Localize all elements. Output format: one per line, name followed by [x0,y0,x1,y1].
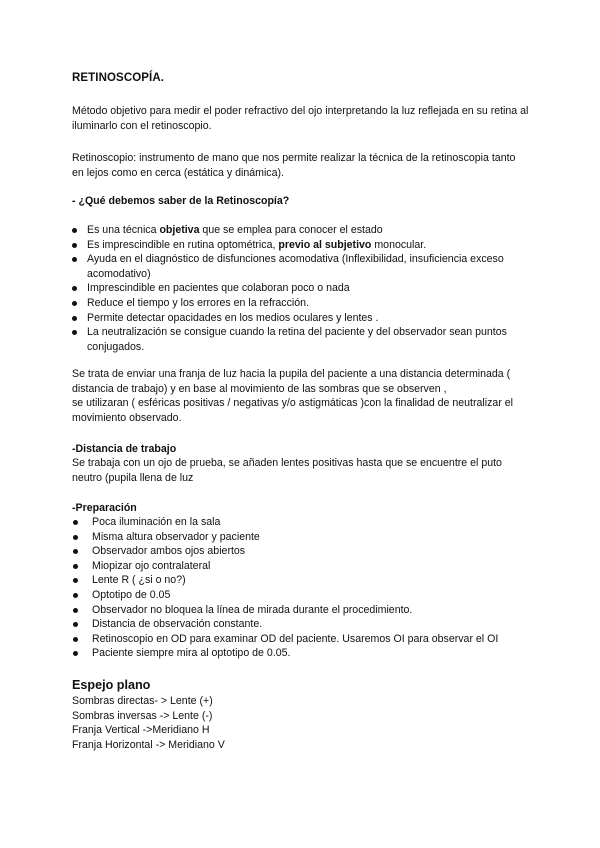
retinoscopio-definition: Retinoscopio: instrumento de mano que nos permite realizar la técnica de la retinoscopia tanto en lejos como en cerca (estática y dinámica). [72,152,516,179]
espejo-lines [72,694,530,752]
distancia-heading: -Distancia de trabajo [72,443,177,455]
list-item: Observador no bloquea la línea de mirada durante el procedimiento. [72,603,530,618]
bullet-icon [72,316,77,321]
bullet-icon [73,564,78,569]
bullet-icon [73,578,78,583]
bullet-icon [73,622,78,627]
list-item: Misma altura observador y paciente [72,530,530,545]
features-list [72,223,530,354]
list-item: La neutralización se consigue cuando la retina del paciente y del observador sean puntos conjugados. [72,325,530,354]
intro-paragraph: Método objetivo para medir el poder refractivo del ojo interpretando la luz reflejada en su retina al iluminarlo con el retinoscopio. [72,105,529,132]
list-item: Observador ambos ojos abiertos [72,544,530,559]
list-item: Retinoscopio en OD para examinar OD del paciente. Usaremos OI para observar el OI [72,632,530,647]
preparacion-list [72,515,530,661]
bullet-icon [72,257,77,262]
list-item: Optotipo de 0.05 [72,588,530,603]
preparacion-heading: -Preparación [72,502,137,514]
espejo-line: Sombras inversas -> Lente (-) [72,709,213,722]
bullet-icon [72,243,77,248]
technique-text-2: se utilizaran ( esféricas positivas / negativas y/o astigmáticas )con la finalidad de neutralizar el movimiento observado. [72,397,514,424]
list-item: Distancia de observación constante. [72,617,530,632]
espejo-line: Sombras directas- > Lente (+) [72,695,213,707]
bullet-icon [72,330,77,335]
technique-text-1: Se trata de enviar una franja de luz hacia la pupila del paciente a una distancia determinada ( distancia de trabajo) y en base al movimiento de las sombras que se observen , [72,368,511,395]
question-heading: - ¿Qué debemos saber de la Retinoscopía? [72,195,290,207]
bullet-icon [73,549,78,554]
espejo-line: Franja Vertical ->Meridiano H [72,724,210,737]
document-title: RETINOSCOPÍA. [72,72,165,84]
espejo-line: Franja Horizontal -> Meridiano V [72,738,225,751]
list-item: Es imprescindible en rutina optométrica, previo al subjetivo monocular. [72,238,530,253]
technique-paragraph [72,367,530,425]
list-item: Poca iluminación en la sala [72,515,530,530]
list-item: Paciente siempre mira al optotipo de 0.05. [72,646,530,661]
bullet-icon [72,286,77,291]
bullet-icon [73,608,78,613]
list-item: Imprescindible en pacientes que colaboran poco o nada [72,281,530,296]
list-item: Permite detectar opacidades en los medios oculares y lentes . [72,311,530,326]
distancia-text: Se trabaja con un ojo de prueba, se añaden lentes positivas hasta que se encuentre el puto neutro (pupila llena de luz [72,457,502,484]
bullet-icon [73,637,78,642]
bullet-icon [72,301,77,306]
list-item: Miopizar ojo contralateral [72,559,530,574]
bullet-icon [73,535,78,540]
list-item: Ayuda en el diagnóstico de disfunciones acomodativa (Inflexibilidad, insuficiencia exceso acomodativo) [72,252,530,281]
bullet-icon [72,228,77,233]
list-item: Lente R ( ¿si o no?) [72,573,530,588]
bullet-icon [73,520,78,525]
list-item: Reduce el tiempo y los errores en la refracción. [72,296,530,311]
bullet-icon [73,651,78,656]
espejo-heading: Espejo plano [72,678,151,692]
bullet-icon [73,593,78,598]
list-item: Es una técnica objetiva que se emplea para conocer el estado [72,223,530,238]
